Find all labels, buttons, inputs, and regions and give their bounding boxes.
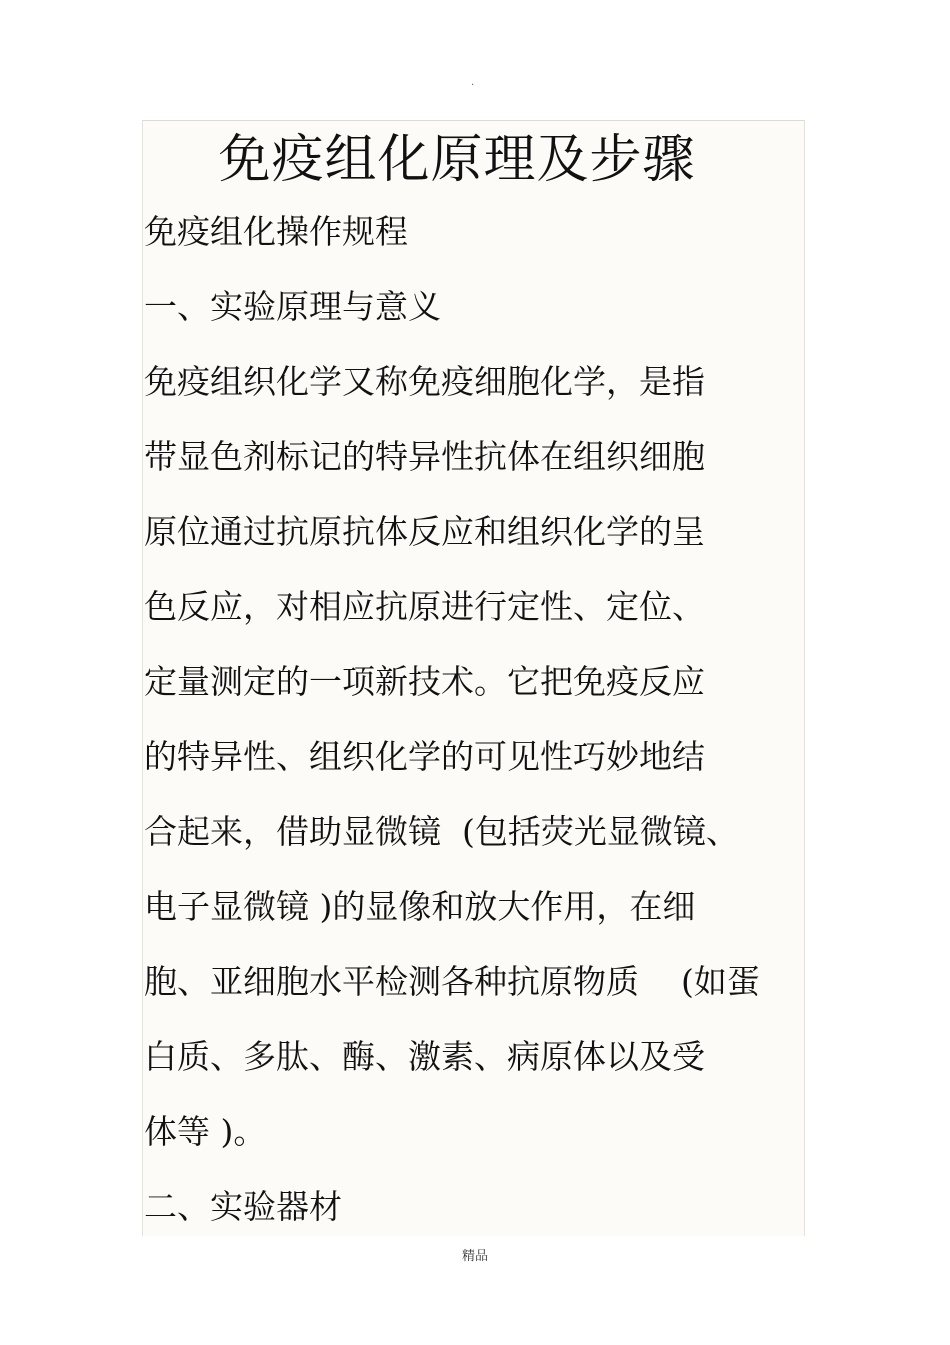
paragraph-line: 定量测定的一项新技术。它把免疫反应	[144, 662, 705, 701]
paragraph-line: 合起来，借助显微镜 (包括荧光显微镜、	[144, 812, 739, 851]
document-title: 免疫组化原理及步骤	[218, 130, 696, 190]
paragraph-line: 带显色剂标记的特异性抗体在组织细胞	[144, 437, 705, 476]
paragraph-line: 电子显微镜 )的显像和放大作用，在细	[144, 887, 696, 926]
subtitle: 免疫组化操作规程	[144, 212, 408, 251]
top-mark: .	[471, 77, 475, 88]
paragraph-line: 原位通过抗原抗体反应和组织化学的呈	[144, 512, 705, 551]
paragraph-line: 的特异性、组织化学的可见性巧妙地结	[144, 737, 705, 776]
paragraph-line: 免疫组织化学又称免疫细胞化学，是指	[144, 362, 705, 401]
section-heading-equipment: 二、实验器材	[144, 1187, 342, 1226]
page-footer: 精品	[461, 1249, 488, 1264]
section-heading-principle: 一、实验原理与意义	[144, 287, 441, 326]
paragraph-line: 色反应，对相应抗原进行定性、定位、	[144, 587, 705, 626]
paragraph-line: 胞、亚细胞水平检测各种抗原物质 (如蛋	[144, 962, 760, 1001]
paragraph-line: 白质、多肽、酶、激素、病原体以及受	[144, 1037, 705, 1076]
paragraph-line: 体等 )。	[144, 1112, 267, 1151]
